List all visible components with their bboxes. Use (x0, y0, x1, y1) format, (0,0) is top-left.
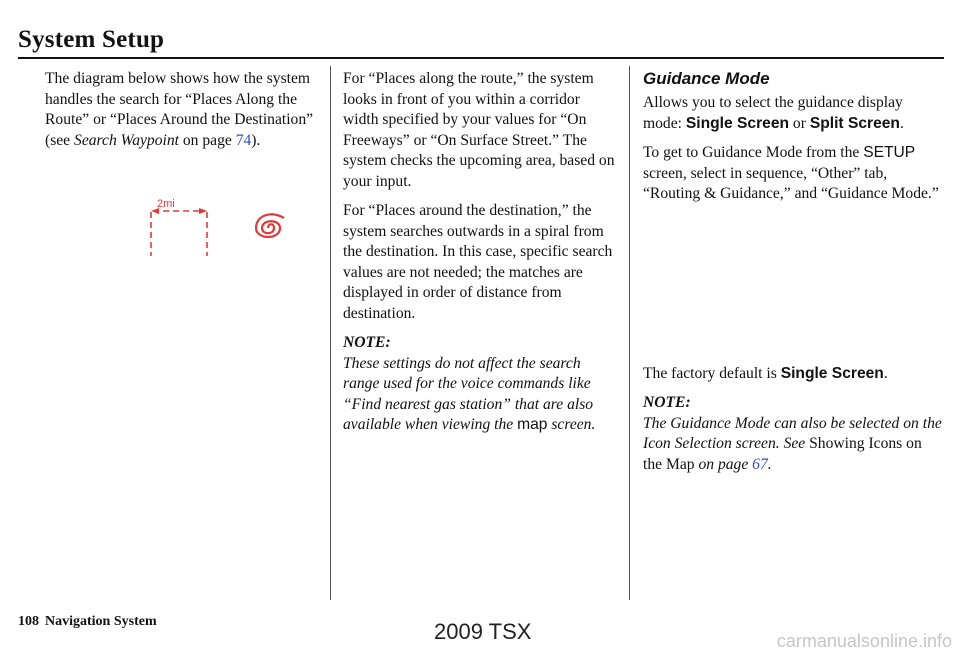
column-1 (45, 69, 317, 160)
page-67-link[interactable]: 67 (752, 455, 768, 473)
diagram-intro-paragraph: The diagram below shows how the system handles the search for “Places Along the Route” or “Places Around the Destination” (see Search Waypoint on page 74). (45, 70, 314, 149)
title-rule (18, 57, 944, 59)
page-74-link[interactable]: 74 (235, 131, 252, 149)
page-number: 108 (18, 614, 39, 629)
page-title: System Setup (18, 26, 165, 53)
places-along-route-paragraph: For “Places along the route,” the system looks in front of you within a corridor width specified by your values for “On Freeways” or “On Surface Street.” The system checks the upcoming area, based on your input. (343, 70, 615, 190)
split-screen-option: Split Screen (809, 114, 900, 132)
spiral-search-path (256, 214, 284, 237)
guidance-mode-instructions: To get to Guidance Mode from the SETUP screen, select in sequence, “Other” tab, “Routing & Guidance,” and “Guidance Mode.” (643, 144, 939, 202)
note-text: These settings do not affect the search range used for the voice commands like “Find nearest gas station” that are also available when viewing the map screen. (343, 354, 596, 433)
guidance-mode-heading: Guidance Mode (643, 69, 770, 88)
note-label-2: NOTE: (643, 394, 691, 411)
note-text-2: The Guidance Mode can also be selected on the Icon Selection screen. See Showing Icons on the Map on page 67. (643, 414, 942, 473)
column-divider-2 (629, 66, 630, 600)
setup-button-term: SETUP (863, 144, 916, 161)
footer-page-info (18, 614, 157, 630)
search-area-diagram (138, 190, 298, 258)
map-screen-term: map (517, 416, 548, 433)
arrowhead-right (199, 208, 207, 214)
guidance-mode-description: Allows you to select the guidance display mode: Single Screen or Split Screen. (643, 94, 904, 132)
factory-default-text: The factory default is Single Screen. (643, 364, 888, 382)
footer-section: Navigation System (45, 614, 157, 629)
showing-icons-reference: Showing Icons on the Map (643, 435, 922, 473)
watermark: carmanualsonline.info (776, 631, 952, 651)
single-screen-option: Single Screen (685, 114, 790, 132)
diagram-distance-label: 2mi (157, 198, 175, 210)
search-waypoint-reference: Search Waypoint (74, 131, 179, 149)
column-3 (643, 69, 943, 484)
default-mode-value: Single Screen (780, 364, 884, 382)
spacer (643, 214, 943, 364)
column-2 (343, 69, 619, 445)
column-divider-1 (330, 66, 331, 600)
footer-model: 2009 TSX (434, 619, 532, 644)
note-label: NOTE: (343, 334, 391, 351)
places-around-destination-paragraph: For “Places around the destination,” the system searches outwards in a spiral from the destination. In this case, specific search values are not needed; the matches are displayed in order of distance from destination. (343, 202, 613, 322)
